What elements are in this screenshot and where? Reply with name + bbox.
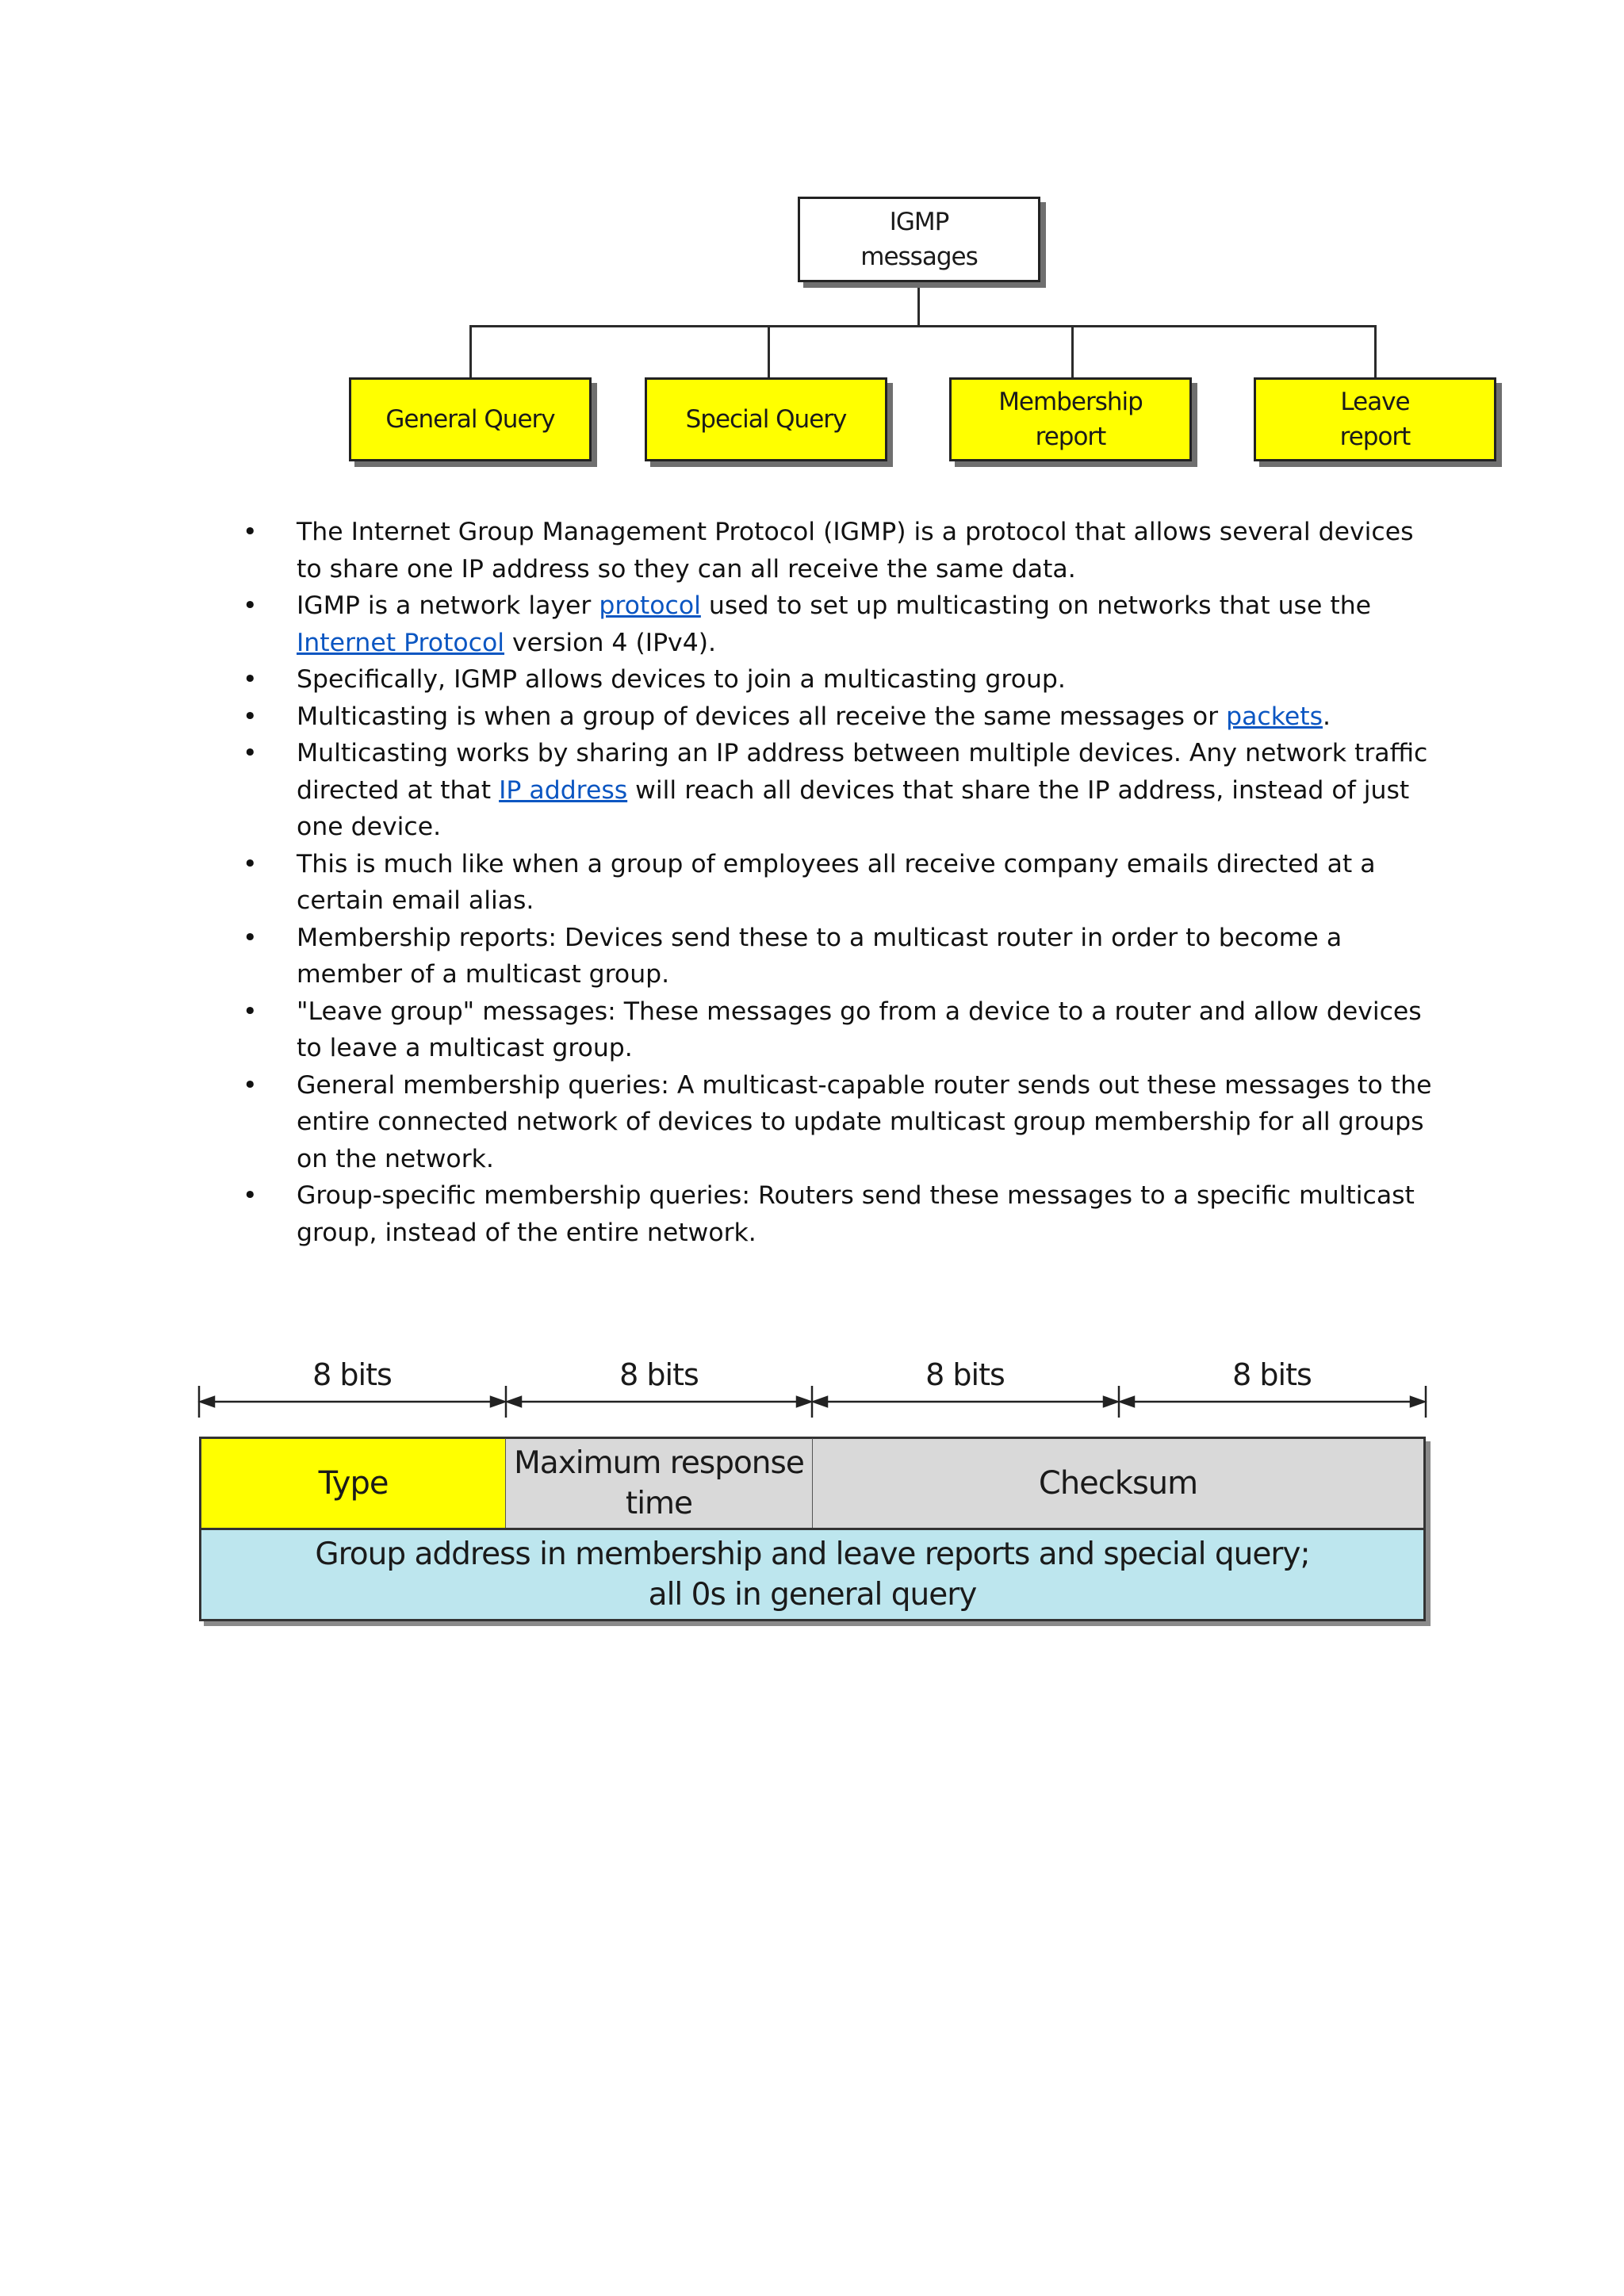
bullet-text-after: will reach all devices that share the IP address, instead of just one device.: [297, 775, 1410, 841]
bit-width-arrows: [0, 1340, 1624, 1435]
max-response-time-field: [506, 1437, 814, 1530]
special-query-label: Special Query: [685, 404, 847, 434]
bullet-text: "Leave group" messages: These messages go from a device to a router and allow devices to leave a multicast group.: [297, 997, 1422, 1062]
tree-trunk-line: [917, 282, 920, 326]
list-item: [0, 1067, 1446, 1178]
membership-report-label-line1: Membership: [998, 387, 1143, 416]
list-item: [0, 920, 1446, 993]
bullet-dot: •: [243, 591, 258, 620]
special-query-box: [645, 377, 887, 461]
tree-branch-line-1: [469, 325, 472, 377]
bits-label-1: 8 bits: [312, 1357, 392, 1392]
max-response-label-line2: time: [625, 1486, 693, 1521]
general-query-label: General Query: [385, 404, 555, 434]
list-item: [0, 1177, 1446, 1251]
igmp-messages-tree-diagram: [0, 0, 1624, 492]
bullet-text-before: IGMP is a network layer: [297, 591, 599, 620]
leave-report-box: [1254, 377, 1496, 461]
max-response-label-line1: Maximum response: [514, 1445, 804, 1481]
arrowhead-4-left: [1120, 1397, 1134, 1406]
protocol-link[interactable]: protocol: [599, 591, 701, 620]
root-label-line2: messages: [860, 243, 978, 271]
group-address-label-line1: Group address in membership and leave reports and special query;: [315, 1536, 1310, 1572]
bits-label-3: 8 bits: [925, 1357, 1005, 1392]
group-address-field: [199, 1528, 1426, 1621]
bullet-dot: •: [243, 1070, 258, 1100]
bullet-dot: •: [243, 849, 258, 878]
bullet-text: The Internet Group Management Protocol (IGMP) is a protocol that allows several devices to share one IP address so they can all receive the same data.: [297, 518, 1414, 584]
list-item: [0, 661, 1446, 698]
bullet-text: Group-specific membership queries: Routers send these messages to a specific multicast group, instead of the entire network.: [297, 1181, 1415, 1247]
igmp-packet-format-diagram: [0, 1340, 1624, 1657]
bullet-text-before: Multicasting is when a group of devices all receive the same messages or: [297, 702, 1227, 731]
bullet-text-after: .: [1323, 702, 1331, 731]
igmp-messages-root-box: [798, 197, 1040, 282]
tree-branch-line-4: [1374, 325, 1377, 377]
bits-label-4: 8 bits: [1232, 1357, 1312, 1392]
bullet-text-before: Multicasting works by sharing an IP address between multiple devices. Any network traffic directed at that: [297, 739, 1428, 805]
ip-address-link[interactable]: IP address: [499, 775, 628, 805]
packet-shadow-bottom: [204, 1621, 1431, 1626]
membership-report-box: [949, 377, 1192, 461]
igmp-bullet-list: [0, 514, 1624, 1251]
list-item: [0, 514, 1446, 587]
bullet-dot: •: [243, 1181, 258, 1210]
bullet-text-after: version 4 (IPv4).: [504, 628, 717, 657]
arrowhead-3-right: [1104, 1397, 1117, 1406]
arrowhead-2-left: [508, 1397, 521, 1406]
list-item: [0, 993, 1446, 1067]
list-item: [0, 735, 1446, 846]
bullet-dot: •: [243, 923, 258, 952]
bullet-dot: •: [243, 702, 258, 731]
type-field-label: Type: [318, 1465, 389, 1502]
leave-report-label-line2: report: [1339, 423, 1411, 451]
bullet-dot: •: [243, 739, 258, 767]
checksum-field-label: Checksum: [1038, 1465, 1198, 1502]
list-item: [0, 587, 1446, 661]
internet-protocol-link[interactable]: Internet Protocol: [297, 628, 505, 657]
bullet-text: Specifically, IGMP allows devices to join a multicasting group.: [297, 665, 1066, 694]
bullet-dot: •: [243, 665, 258, 694]
bullet-text-middle: used to set up multicasting on networks that use the: [700, 591, 1372, 620]
list-item: [0, 846, 1446, 920]
tree-horizontal-line: [469, 325, 1377, 327]
arrowhead-1-right: [491, 1397, 504, 1406]
root-label-line1: IGMP: [889, 207, 949, 236]
arrowhead-1-left: [201, 1397, 214, 1406]
arrowhead-4-right: [1411, 1397, 1424, 1406]
arrowhead-3-left: [814, 1397, 827, 1406]
bullet-text: Membership reports: Devices send these to a multicast router in order to become a member of a multicast group.: [297, 923, 1342, 989]
list-item: [0, 698, 1446, 736]
bullet-dot: •: [243, 518, 258, 546]
bullet-dot: •: [243, 997, 258, 1026]
general-query-box: [349, 377, 592, 461]
bullet-text: This is much like when a group of employees all receive company emails directed at a certain email alias.: [297, 849, 1376, 915]
membership-report-label-line2: report: [1035, 423, 1106, 451]
tree-branch-line-3: [1071, 325, 1074, 377]
tree-branch-line-2: [768, 325, 770, 377]
checksum-field: [813, 1437, 1426, 1530]
group-address-label-line2: all 0s in general query: [648, 1577, 977, 1613]
bullet-text: General membership queries: A multicast-capable router sends out these messages to the entire connected network of devices to update multicast group membership for all groups on the network.: [297, 1070, 1432, 1173]
leave-report-label-line1: Leave: [1340, 387, 1410, 416]
bits-label-2: 8 bits: [619, 1357, 699, 1392]
packet-shadow-right: [1426, 1441, 1431, 1626]
packets-link[interactable]: packets: [1226, 702, 1323, 731]
type-field: [199, 1437, 507, 1530]
arrowhead-2-right: [797, 1397, 810, 1406]
